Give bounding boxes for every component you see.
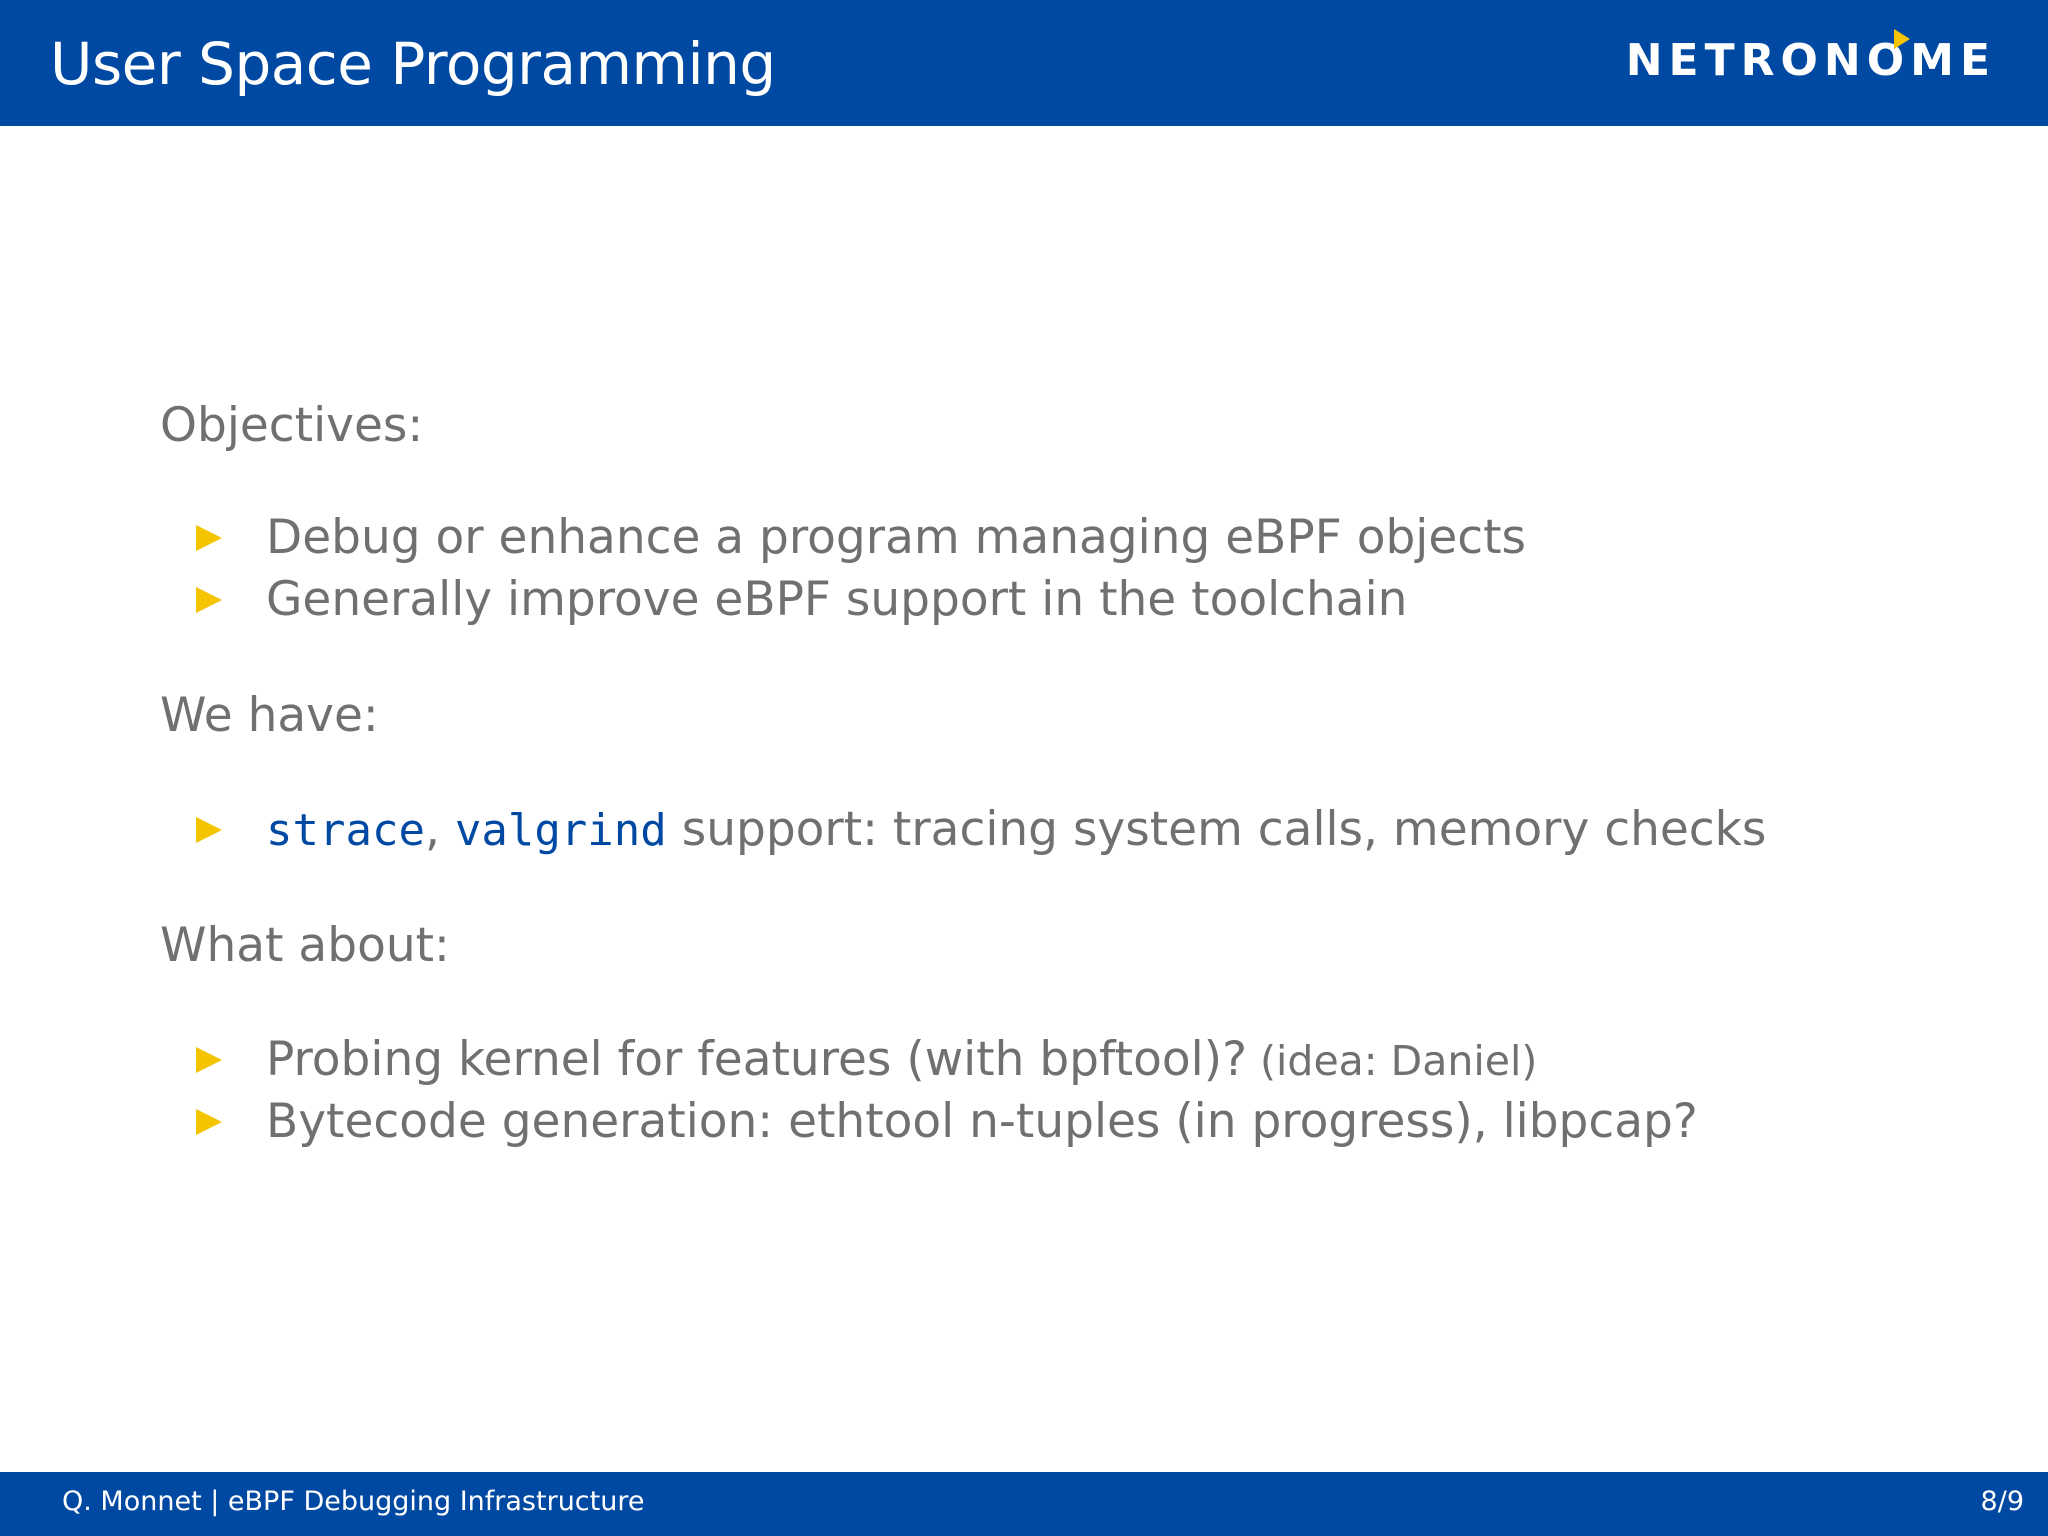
we-have-heading: We have: [160,688,379,743]
what-about-bullet-1 [196,1032,1537,1087]
objectives-heading: Objectives: [160,398,424,453]
objectives-bullet-2 [196,572,1407,627]
probing-text: Probing kernel for features (with bpftool)? [266,1032,1248,1087]
code-strace: strace [266,805,425,856]
logo-o-letter: O [1867,35,1910,86]
code-separator: , [424,802,455,857]
slide-title: User Space Programming [50,30,776,98]
netronome-logo [1625,34,1996,86]
bullet-triangle-icon [196,817,222,843]
bullet-triangle-icon [196,525,222,551]
slide-content [0,126,2048,1472]
footer-author-title: Q. Monnet | eBPF Debugging Infrastructure [62,1486,645,1517]
idea-note: (idea: Daniel) [1247,1037,1538,1085]
we-have-bullet-1 [196,802,1766,857]
bullet-text: Bytecode generation: ethtool n-tuples (in progress), libpcap? [266,1094,1698,1149]
what-about-bullet-2 [196,1094,1698,1149]
bullet-triangle-icon [196,587,222,613]
header-bar [0,0,2048,126]
bullet-text [266,802,1766,857]
bullet-triangle-icon [196,1047,222,1073]
we-have-rest-text: support: tracing system calls, memory checks [666,802,1767,857]
bullet-text: Debug or enhance a program managing eBPF objects [266,510,1527,565]
page-number: 8/9 [1980,1486,2024,1517]
bullet-triangle-icon [196,1109,222,1135]
bullet-text: Generally improve eBPF support in the toolchain [266,572,1408,627]
code-valgrind: valgrind [454,805,667,856]
logo-text-first: NETRON [1625,34,1867,86]
footer-bar [0,1472,2048,1536]
what-about-heading: What about: [160,918,450,973]
objectives-bullet-1 [196,510,1526,565]
bullet-text [266,1032,1537,1087]
logo-text-last: ME [1910,34,1996,86]
logo-play-triangle-icon [1894,29,1910,49]
